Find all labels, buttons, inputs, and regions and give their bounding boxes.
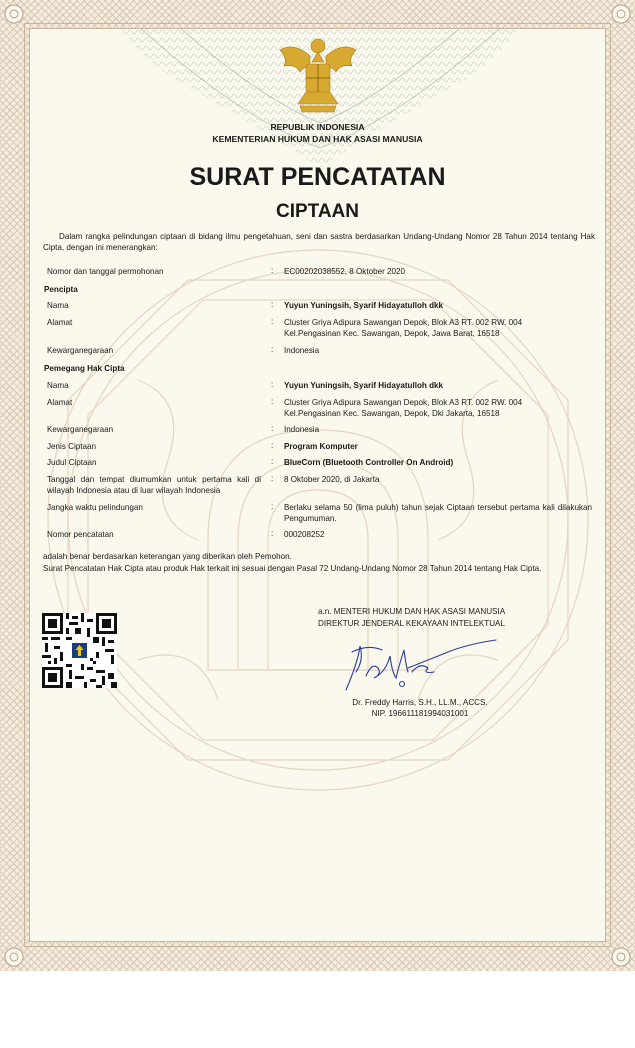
colon: :: [271, 424, 274, 433]
colon: :: [271, 266, 274, 275]
handwritten-signature: [338, 632, 498, 696]
corner-ornament-icon: [609, 2, 633, 26]
colon: :: [271, 502, 274, 511]
colon: :: [271, 457, 274, 466]
work-type: Program Komputer: [284, 442, 358, 451]
colon: :: [271, 397, 274, 406]
term-value: Berlaku selama 50 (lima puluh) tahun sejak Ciptaan tersebut pertama kali dilakukan Pengumuman.: [284, 503, 592, 523]
creator-name: Yuyun Yuningsih, Syarif Hidayatulloh dkk: [284, 301, 444, 310]
work-type-label: Jenis Ciptaan: [47, 442, 97, 451]
creator-nationality: Indonesia: [284, 346, 320, 355]
creator-address-label: Alamat: [47, 318, 73, 327]
colon: :: [271, 300, 274, 309]
corner-ornament-icon: [2, 945, 26, 969]
corner-ornament-icon: [609, 945, 633, 969]
work-title: BlueCorn (Bluetooth Controller On Android): [284, 458, 454, 467]
term-label: Jangka waktu pelindungan: [47, 503, 143, 512]
record-label: Nomor pencatatan: [47, 530, 114, 539]
colon: :: [271, 380, 274, 389]
holder-nationality: Indonesia: [284, 425, 320, 434]
signatory-nip: NIP. 196611181994031001: [371, 709, 469, 718]
application-label: Nomor dan tanggal permohonan: [47, 267, 164, 276]
header-ministry: KEMENTERIAN HUKUM DAN HAK ASASI MANUSIA: [212, 134, 423, 144]
creator-nationality-label: Kewarganegaraan: [47, 346, 114, 355]
holder-address-line1: Cluster Griya Adipura Sawangan Depok, Blok A3 RT. 002 RW. 004: [284, 398, 523, 407]
signatory-on-behalf: a.n. MENTERI HUKUM DAN HAK ASASI MANUSIA: [318, 607, 506, 616]
colon: :: [271, 441, 274, 450]
qr-code-icon: [42, 613, 117, 688]
holder-name-label: Nama: [47, 381, 69, 390]
creator-address-line1: Cluster Griya Adipura Sawangan Depok, Blok A3 RT. 002 RW. 004: [284, 318, 523, 327]
holder-address-line2: Kel.Pengasinan Kec. Sawangan, Depok, Dki Jakarta, 16518: [284, 409, 500, 418]
colon: :: [271, 474, 274, 483]
closing-line1: adalah benar berdasarkan keterangan yang diberikan oleh Pemohon.: [43, 552, 292, 561]
creator-name-label: Nama: [47, 301, 69, 310]
holder-name: Yuyun Yuningsih, Syarif Hidayatulloh dkk: [284, 381, 444, 390]
creator-section-title: Pencipta: [44, 285, 78, 294]
document-subtitle: CIPTAAN: [275, 201, 360, 222]
announce-label: Tanggal dan tempat diumumkan untuk pertama kali di wilayah Indonesia atau di luar wilayah Indonesia: [47, 475, 261, 495]
corner-ornament-icon: [2, 2, 26, 26]
application-value: EC00202038552, 8 Oktober 2020: [284, 267, 406, 276]
announce-value: 8 Oktober 2020, di Jakarta: [284, 475, 380, 484]
holder-address-label: Alamat: [47, 398, 73, 407]
colon: :: [271, 317, 274, 326]
header-republic: REPUBLIK INDONESIA: [270, 122, 365, 132]
intro-paragraph: Dalam rangka pelindungan ciptaan di bidang ilmu pengetahuan, seni dan sastra berdasarkan Undang-Undang Nomor 28 Tahun 2014 tentang Hak Cipta, dengan ini menerangkan:: [43, 232, 595, 252]
garuda-emblem-icon: [276, 32, 360, 118]
colon: :: [271, 345, 274, 354]
creator-address-line2: Kel.Pengasinan Kec. Sawangan, Depok, Jawa Barat, 16518: [284, 329, 500, 338]
signatory-position: DIREKTUR JENDERAL KEKAYAAN INTELEKTUAL: [318, 619, 505, 628]
colon: :: [271, 529, 274, 538]
closing-line2: Surat Pencatatan Hak Cipta atau produk Hak terkait ini sesuai dengan Pasal 72 Undang-Undang Nomor 28 Tahun 2014 tentang Hak Cipta.: [43, 564, 542, 573]
holder-section-title: Pemegang Hak Cipta: [44, 364, 125, 373]
document-title: SURAT PENCATATAN: [189, 163, 446, 191]
holder-nationality-label: Kewarganegaraan: [47, 425, 114, 434]
work-title-label: Judul Ciptaan: [47, 458, 97, 467]
signatory-name: Dr. Freddy Harris, S.H., LL.M., ACCS.: [352, 698, 488, 707]
record-number: 000208252: [284, 530, 325, 539]
